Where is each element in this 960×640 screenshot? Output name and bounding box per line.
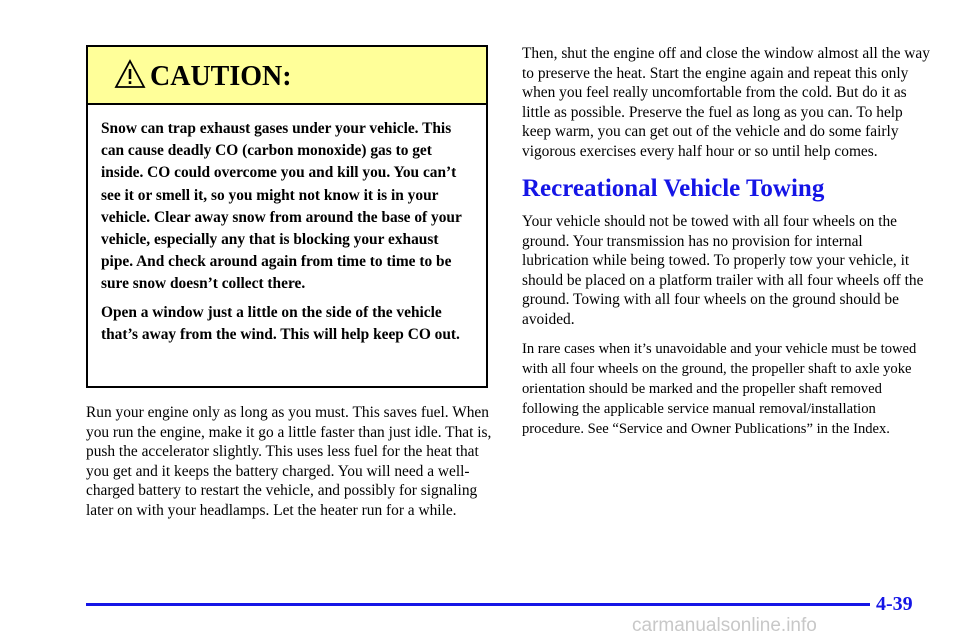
caution-paragraph: Open a window just a little on the side of the vehicle that’s away from the wind. This will help keep CO out.	[101, 303, 460, 343]
caution-paragraph: Snow can trap exhaust gases under your vehicle. This can cause deadly CO (carbon monoxide) gas to get inside. CO could overcome you and kill you. You can’t see it or smell it, so you might not know it is in your vehicle. Clear away snow from around the base of your vehicle, especially any that is blocking your exhaust pipe. And check around again from time to time to be sure snow doesn’t collect there.	[101, 120, 462, 293]
caution-body	[88, 105, 486, 346]
right-column	[522, 44, 930, 439]
page-number: 4-39	[876, 593, 913, 615]
caution-header	[88, 47, 486, 105]
caution-title: CAUTION:	[150, 61, 292, 92]
engine-run-paragraph: Run your engine only as long as you must. This saves fuel. When you run the engine, make it go a little faster than just idle. That is, push the accelerator slightly. This uses less fuel for the heat that you get and it keeps the battery charged. You will need a well-charged battery to restart the vehicle, and possibly for signaling later on with your headlamps. Let the heater run for a while.	[86, 404, 492, 519]
towing-exception-paragraph: In rare cases when it’s unavoidable and your vehicle must be towed with all four wheels on the ground, the propeller shaft to axle yoke orientation should be marked and the propeller shaft removed following the applicable service manual removal/installation procedure. See “Service and Owner Publications” in the Index.	[522, 341, 917, 437]
section-heading: Recreational Vehicle Towing	[522, 175, 825, 202]
caution-box	[86, 45, 488, 388]
watermark: carmanualsonline.info	[632, 615, 817, 636]
footer-rule	[86, 603, 870, 606]
warning-triangle-icon	[114, 59, 146, 89]
preserve-heat-paragraph: Then, shut the engine off and close the window almost all the way to preserve the heat. Start the engine again and repeat this only when you feel really uncomfortable from the cold. But do it as little as possible. Preserve the fuel as long as you can. To help keep warm, you can get out of the vehicle and do some fairly vigorous exercises every half hour or so until help comes.	[522, 45, 930, 160]
towing-paragraph: Your vehicle should not be towed with all four wheels on the ground. Your transmission has no provision for internal lubrication while being towed. To properly tow your vehicle, it should be placed on a platform trailer with all four wheels off the ground. Towing with all four wheels on the ground should be avoided.	[522, 213, 924, 328]
